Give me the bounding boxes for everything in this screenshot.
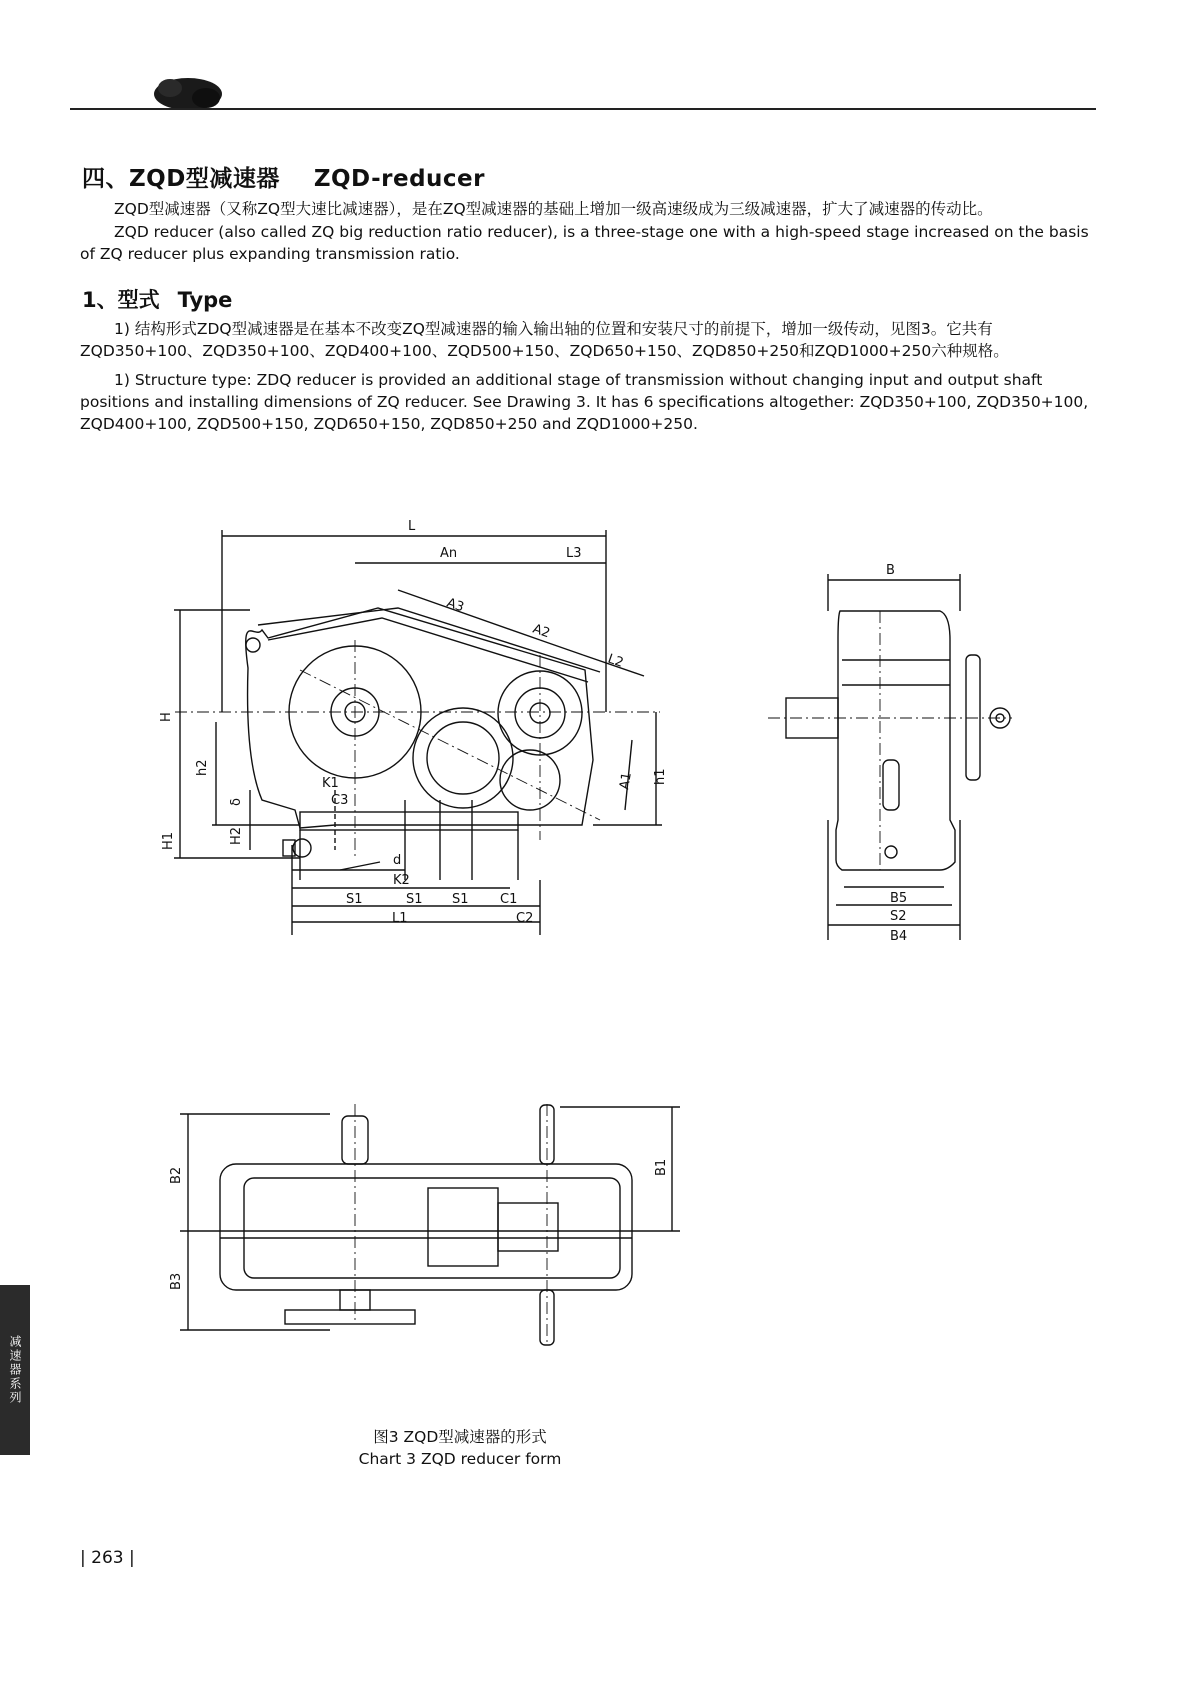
- dim-C1: C1: [500, 892, 518, 907]
- dim-B: B: [886, 563, 895, 578]
- page-number-value: 263: [91, 1548, 124, 1568]
- dim-B1: B1: [654, 1158, 669, 1176]
- structure-en: 1) Structure type: ZDQ reducer is provided an additional stage of transmission without changing input and output shaft positions and installing dimensions of ZQ reducer. See Drawing 3. It has 6 specifications altogether: ZQD350+100, ZQD350+100, ZQD400+100, ZQD500+150, ZQD650+150, ZQD850+250 and ZQD1000+250.: [80, 371, 1089, 433]
- top-view: [180, 1104, 680, 1345]
- dim-L2: L2: [605, 651, 626, 671]
- dim-h1: h1: [653, 768, 668, 785]
- dim-L1: L1: [392, 911, 408, 926]
- title-cn: 四、ZQD型减速器: [82, 166, 280, 192]
- dim-H1: H1: [161, 831, 176, 850]
- dim-A3: A3: [444, 595, 466, 616]
- dim-L: L: [408, 519, 416, 534]
- dim-B5: B5: [890, 891, 908, 906]
- dim-S1-a: S1: [346, 892, 363, 907]
- front-view-labels: [159, 519, 668, 926]
- gear-middle: [413, 708, 513, 808]
- dim-H: H: [159, 712, 174, 722]
- dim-delta: δ: [229, 798, 244, 806]
- section-title-en: Type: [177, 288, 233, 312]
- dim-B4: B4: [890, 929, 908, 944]
- title-en: ZQD-reducer: [313, 166, 485, 192]
- dim-B2: B2: [169, 1166, 184, 1184]
- section-num-cn: 1、型式: [82, 288, 160, 312]
- dim-An: An: [440, 546, 458, 561]
- page-number: | 263 |: [80, 1548, 135, 1568]
- dim-A1: A1: [617, 771, 635, 791]
- intro-cn: ZQD型减速器（又称ZQ型大速比减速器），是在ZQ型减速器的基础上增加一级高速级成为三级减速器，扩大了减速器的传动比。: [114, 200, 993, 218]
- side-tab: 减速器系列: [0, 1285, 30, 1455]
- figure-caption-en: Chart 3 ZQD reducer form: [358, 1450, 562, 1468]
- front-view: [174, 530, 662, 935]
- dim-C2: C2: [516, 911, 534, 926]
- intro-en: ZQD reducer (also called ZQ big reduction ratio reducer), is a three-stage one with a high-speed stage increased on the basis of ZQ reducer plus expanding transmission ratio.: [80, 223, 1089, 263]
- dim-L3: L3: [566, 546, 582, 561]
- dim-C3: C3: [331, 793, 349, 808]
- dim-d: d: [393, 853, 402, 868]
- figure-caption-cn: 图3 ZQD型减速器的形式: [373, 1428, 547, 1446]
- dim-B3: B3: [169, 1272, 184, 1290]
- dim-S1-b: S1: [406, 892, 423, 907]
- dim-h2: h2: [195, 759, 210, 776]
- dim-A2: A2: [530, 621, 552, 642]
- dim-H2: H2: [229, 826, 244, 845]
- dim-K2: K2: [393, 873, 410, 888]
- dim-S1-c: S1: [452, 892, 469, 907]
- structure-cn: 1) 结构形式ZDQ型减速器是在基本不改变ZQ型减速器的输入输出轴的位置和安装尺寸的前提下，增加一级传动，见图3。它共有ZQD350+100、ZQD350+100、ZQD400+100、ZQD500+150、ZQD650+150、ZQD850+250和ZQD1000+250六种规格。: [80, 320, 1009, 360]
- side-view: [768, 574, 1012, 940]
- dim-S2: S2: [890, 909, 907, 924]
- dim-K1: K1: [322, 776, 339, 791]
